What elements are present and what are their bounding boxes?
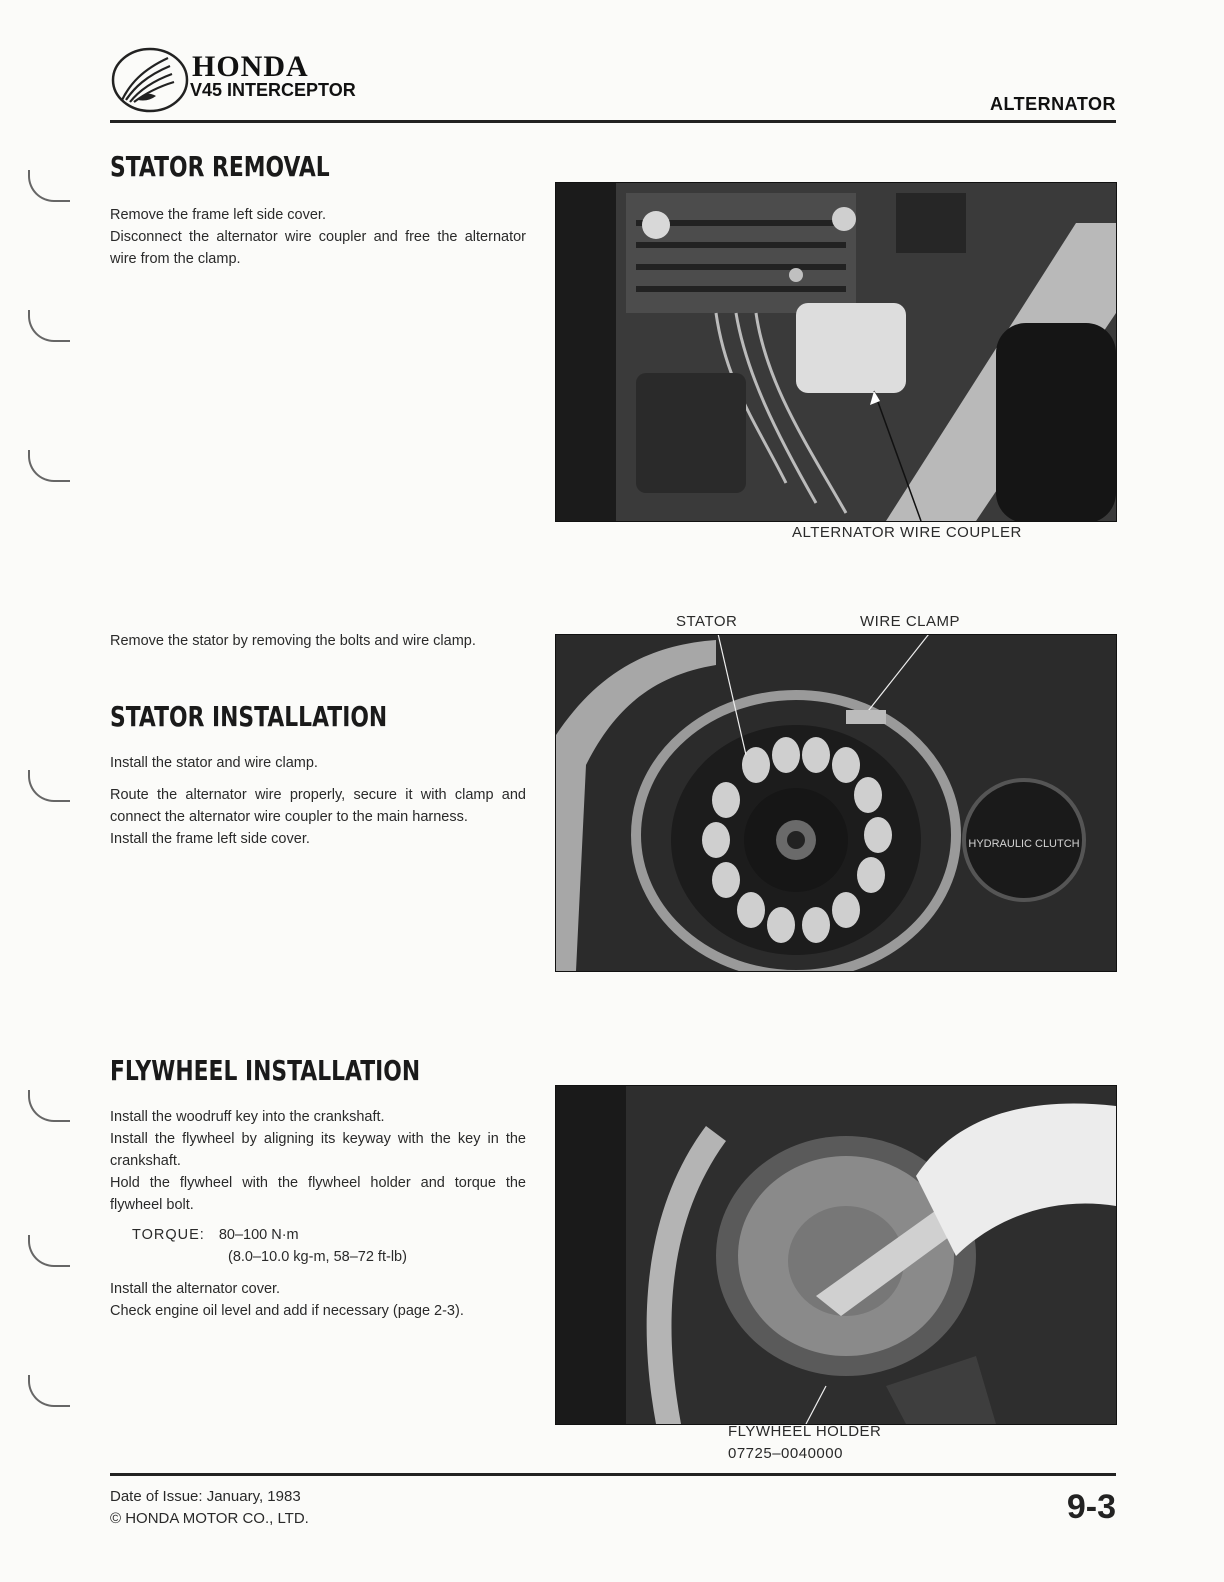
header-rule <box>110 120 1116 123</box>
stator-installation-text <box>110 752 526 850</box>
heading-flywheel-installation: FLYWHEEL INSTALLATION <box>110 1054 421 1087</box>
torque-value-metric: 80–100 N·m <box>218 1227 299 1243</box>
torque-value-imperial: (8.0–10.0 kg-m, 58–72 ft-lb) <box>228 1249 407 1265</box>
photo-flywheel-holder <box>555 1085 1117 1425</box>
flywheel-installation-text <box>110 1106 526 1216</box>
binder-mark <box>28 450 70 482</box>
text-line: Install the flywheel by aligning its keyway with the key in the crankshaft. <box>110 1131 526 1169</box>
text-line: Disconnect the alternator wire coupler and free the alternator wire from the clamp. <box>110 229 526 267</box>
text-line: Install the frame left side cover. <box>110 831 310 847</box>
caption-tool-number: 07725–0040000 <box>728 1445 843 1462</box>
hydraulic-clutch-emblem: HYDRAULIC CLUTCH <box>968 838 1080 850</box>
stator-removal-text <box>110 204 526 270</box>
text-line: Install the woodruff key into the crankshaft. <box>110 1109 385 1125</box>
text-line: Check engine oil level and add if necessary (page 2-3). <box>110 1303 464 1319</box>
stator-removal-text-2 <box>110 630 526 652</box>
text-line: Remove the frame left side cover. <box>110 207 326 223</box>
page-number: 9-3 <box>1066 1488 1116 1526</box>
text-line: Remove the stator by removing the bolts and wire clamp. <box>110 633 476 649</box>
binder-mark <box>28 1375 70 1407</box>
section-tag: ALTERNATOR <box>990 94 1116 114</box>
binder-mark <box>28 1090 70 1122</box>
label-stator: STATOR <box>676 613 738 630</box>
label-wire-clamp: WIRE CLAMP <box>860 613 961 630</box>
heading-stator-installation: STATOR INSTALLATION <box>110 700 388 733</box>
issue-date: Date of Issue: January, 1983 <box>110 1488 301 1505</box>
binder-mark <box>28 170 70 202</box>
caption-alternator-wire-coupler: ALTERNATOR WIRE COUPLER <box>792 524 1022 541</box>
text-line: Install the stator and wire clamp. <box>110 755 318 771</box>
text-line: Route the alternator wire properly, secure it with clamp and connect the alternator wire coupler to the main harness. <box>110 787 526 825</box>
torque-label: TORQUE: <box>132 1227 205 1243</box>
caption-flywheel-holder: FLYWHEEL HOLDER <box>728 1423 882 1440</box>
copyright: © HONDA MOTOR CO., LTD. <box>110 1510 309 1527</box>
text-line: Install the alternator cover. <box>110 1281 281 1297</box>
photo-stator <box>555 634 1117 972</box>
torque-spec <box>132 1224 299 1246</box>
binder-mark <box>28 770 70 802</box>
model-name: V45 INTERCEPTOR <box>190 80 356 100</box>
flywheel-installation-text-2 <box>110 1278 526 1322</box>
binder-mark <box>28 1235 70 1267</box>
binder-mark <box>28 310 70 342</box>
footer-rule <box>110 1473 1116 1476</box>
photo-alternator-coupler <box>555 182 1117 522</box>
brand-name: HONDA <box>192 50 309 83</box>
heading-stator-removal: STATOR REMOVAL <box>110 150 330 183</box>
text-line: Hold the flywheel with the flywheel holder and torque the flywheel bolt. <box>110 1175 526 1213</box>
